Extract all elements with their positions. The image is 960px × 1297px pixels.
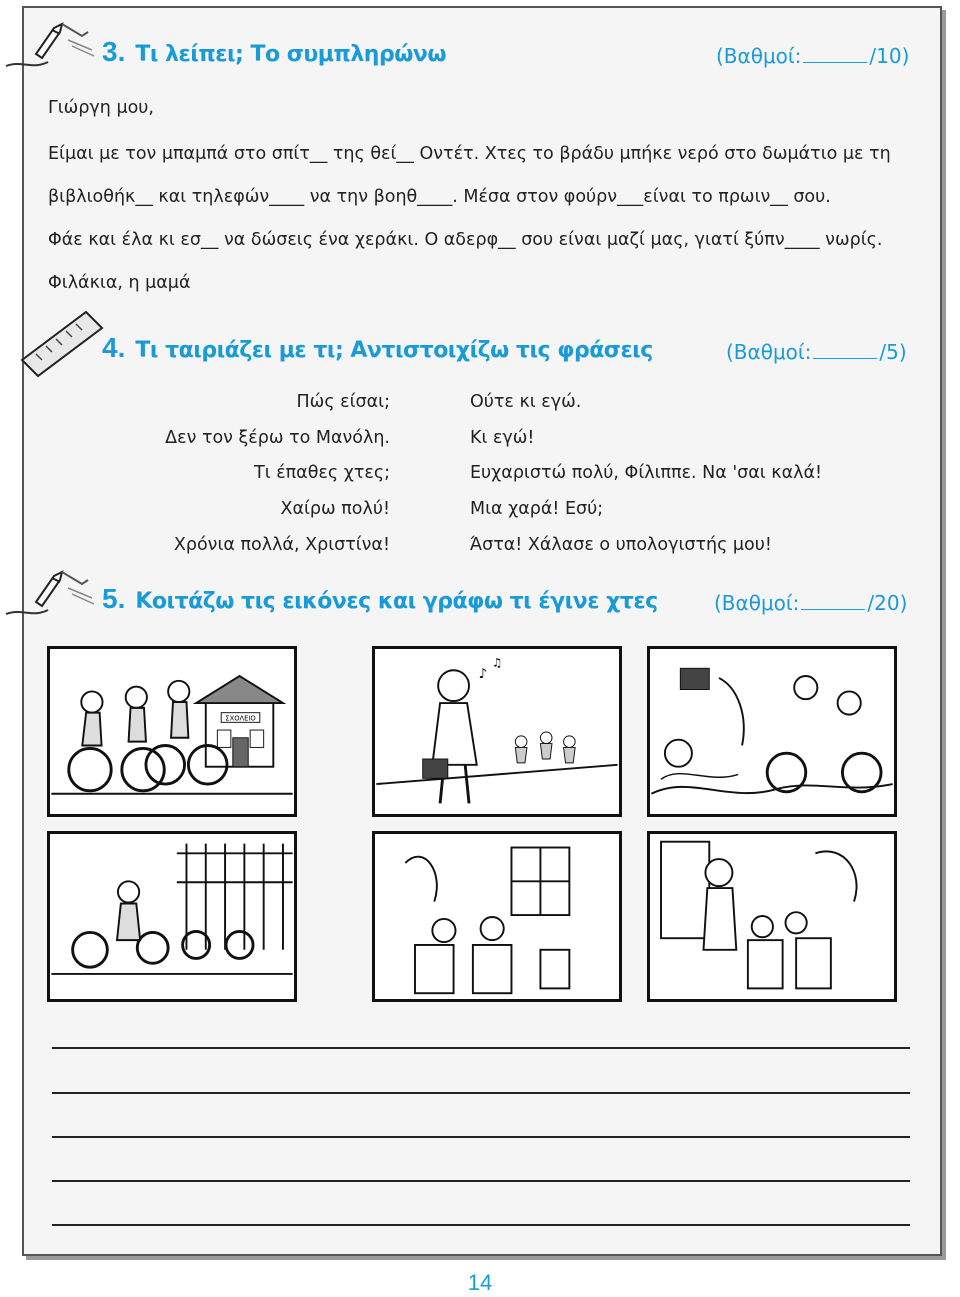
picture-panel-2-walking-with-bag <box>372 646 622 817</box>
writing-line[interactable] <box>52 1224 910 1226</box>
picture-panel-1-bikes-to-school <box>47 646 297 817</box>
letter-line: Φάε και έλα κι εσ__ να δώσεις ένα χεράκι. Ο αδερφ__ σου είναι μαζί μας, γιατί ξύπν____ νωρίς. <box>48 230 883 250</box>
section-5-score: (Βαθμοί: /20) <box>714 591 908 615</box>
ruler-icon <box>16 306 106 378</box>
section-3-number: 3. <box>102 36 126 67</box>
score-blank[interactable] <box>801 609 865 610</box>
letter-greeting: Γιώργη μου, <box>48 98 154 118</box>
letter-line: βιβλιοθήκ__ και τηλεφών____ να την βοηθ____. Μέσα στον φούρν___είναι το πρωιν__ σου. <box>48 187 831 207</box>
match-left-item[interactable]: Δεν τον ξέρω το Μανόλη. <box>165 428 390 448</box>
match-left-item[interactable]: Χρόνια πολλά, Χριστίνα! <box>173 535 390 555</box>
svg-text:♫: ♫ <box>492 655 503 670</box>
match-right-item[interactable]: Άστα! Χάλασε ο υπολογιστής μου! <box>470 535 772 555</box>
section-3-score: (Βαθμοί: /10) <box>716 44 910 68</box>
match-left-item[interactable]: Πώς είσαι; <box>296 392 390 412</box>
picture-panel-3-bag-falling-puddle <box>647 646 897 817</box>
letter-line: Είμαι με τον μπαμπά στο σπίτ__ της θεί__ Οντέτ. Χτες το βράδυ μπήκε νερό στο δωμάτιο με τη <box>48 144 891 164</box>
match-right-item[interactable]: Μια χαρά! Εσύ; <box>470 499 604 519</box>
score-blank[interactable] <box>813 358 877 359</box>
page-number: 14 <box>467 1270 493 1295</box>
pencil-writing-icon <box>2 562 102 622</box>
section-5-heading <box>102 583 658 615</box>
match-left-item[interactable]: Χαίρω πολύ! <box>280 499 390 519</box>
writing-line[interactable] <box>52 1136 910 1138</box>
picture-panel-5-classroom <box>372 831 622 1002</box>
section-4-number: 4. <box>102 332 126 363</box>
letter-signature: Φιλάκια, η μαμά <box>48 273 191 293</box>
svg-text:♪: ♪ <box>478 665 488 682</box>
section-4-heading <box>102 332 653 364</box>
section-4-title: Τι ταιριάζει με τι; Αντιστοιχίζω τις φράσεις <box>135 338 653 363</box>
writing-line[interactable] <box>52 1047 910 1049</box>
match-left-item[interactable]: Τι έπαθες χτες; <box>254 463 390 483</box>
match-right-item[interactable]: Κι εγώ! <box>470 428 535 448</box>
picture-panel-4-bikes-parked <box>47 831 297 1002</box>
picture-panel-6-teacher-classroom <box>647 831 897 1002</box>
section-3-title: Τι λείπει; Το συμπληρώνω <box>135 42 446 67</box>
section-3-heading <box>102 36 446 68</box>
pencil-writing-icon <box>2 14 102 74</box>
writing-line[interactable] <box>52 1092 910 1094</box>
match-right-item[interactable]: Ευχαριστώ πολύ, Φίλιππε. Να 'σαι καλά! <box>470 463 823 483</box>
section-5-number: 5. <box>102 583 126 614</box>
score-blank[interactable] <box>803 62 867 63</box>
section-5-title: Κοιτάζω τις εικόνες και γράφω τι έγινε χτες <box>135 589 658 614</box>
writing-line[interactable] <box>52 1180 910 1182</box>
school-sign-label: ΣΧΟΛΕΙΟ <box>225 714 256 723</box>
match-right-item[interactable]: Ούτε κι εγώ. <box>470 392 582 412</box>
section-4-score: (Βαθμοί: /5) <box>726 340 907 364</box>
